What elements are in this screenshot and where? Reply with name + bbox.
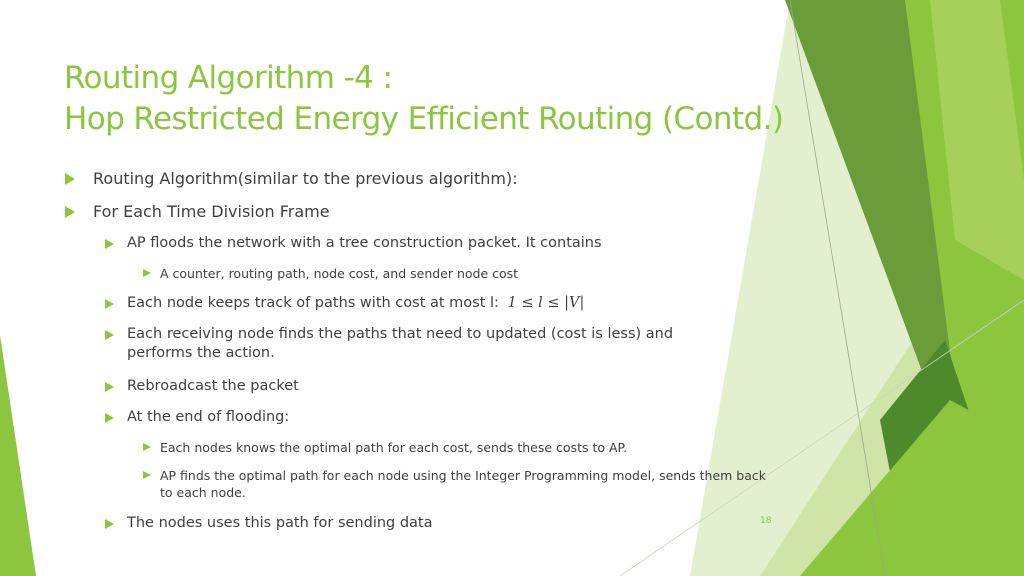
bullet-item (127, 514, 433, 533)
bullet-item (127, 377, 299, 396)
bullet-text: Each nodes knows the optimal path for each cost, sends these costs to AP. (160, 440, 628, 455)
title-line-1: Routing Algorithm -4 : (64, 60, 393, 96)
bullet-arrow-icon (143, 471, 151, 479)
bullet-arrow-icon (105, 299, 114, 309)
bullet-item (127, 408, 289, 427)
bullet-text: For Each Time Division Frame (93, 202, 330, 221)
bullet-item (93, 169, 518, 189)
bullet-item (93, 202, 330, 222)
slide-title (64, 58, 824, 140)
bullet-text: Each receiving node finds the paths that need to updated (cost is less) and performs the action. (127, 326, 674, 361)
facet-left-edge (0, 335, 36, 576)
bullet-item (127, 234, 602, 253)
bullet-arrow-icon (143, 269, 151, 277)
bullet-arrow-icon (65, 206, 75, 218)
bullet-text: Routing Algorithm(similar to the previous algorithm): (93, 169, 518, 188)
bullet-item (127, 325, 727, 363)
bullet-item (127, 294, 584, 313)
bullet-arrow-icon (105, 413, 114, 423)
title-line-2: Hop Restricted Energy Efficient Routing (Contd.) (64, 101, 784, 137)
bullet-text: Each node keeps track of paths with cost at most l: (127, 295, 499, 311)
bullet-text: The nodes uses this path for sending data (127, 515, 433, 531)
bullet-item (160, 467, 780, 501)
bullet-text: At the end of flooding: (127, 409, 290, 425)
math-formula: 1 ≤ l ≤ |V| (507, 295, 585, 311)
bullet-arrow-icon (105, 382, 114, 392)
bullet-arrow-icon (143, 443, 151, 451)
bullet-text: AP finds the optimal path for each node using the Integer Programming model, sends them back to each node. (160, 468, 767, 500)
bullet-item (160, 439, 627, 456)
bullet-item (160, 265, 518, 282)
bullet-text: A counter, routing path, node cost, and sender node cost (160, 266, 519, 281)
bullet-arrow-icon (105, 239, 114, 249)
bullet-arrow-icon (65, 173, 75, 185)
bullet-arrow-icon (105, 330, 114, 340)
bullet-arrow-icon (105, 519, 114, 529)
bullet-text: Rebroadcast the packet (127, 378, 299, 394)
page-number: 18 (760, 516, 772, 526)
bullet-text: AP floods the network with a tree construction packet. It contains (127, 235, 602, 251)
